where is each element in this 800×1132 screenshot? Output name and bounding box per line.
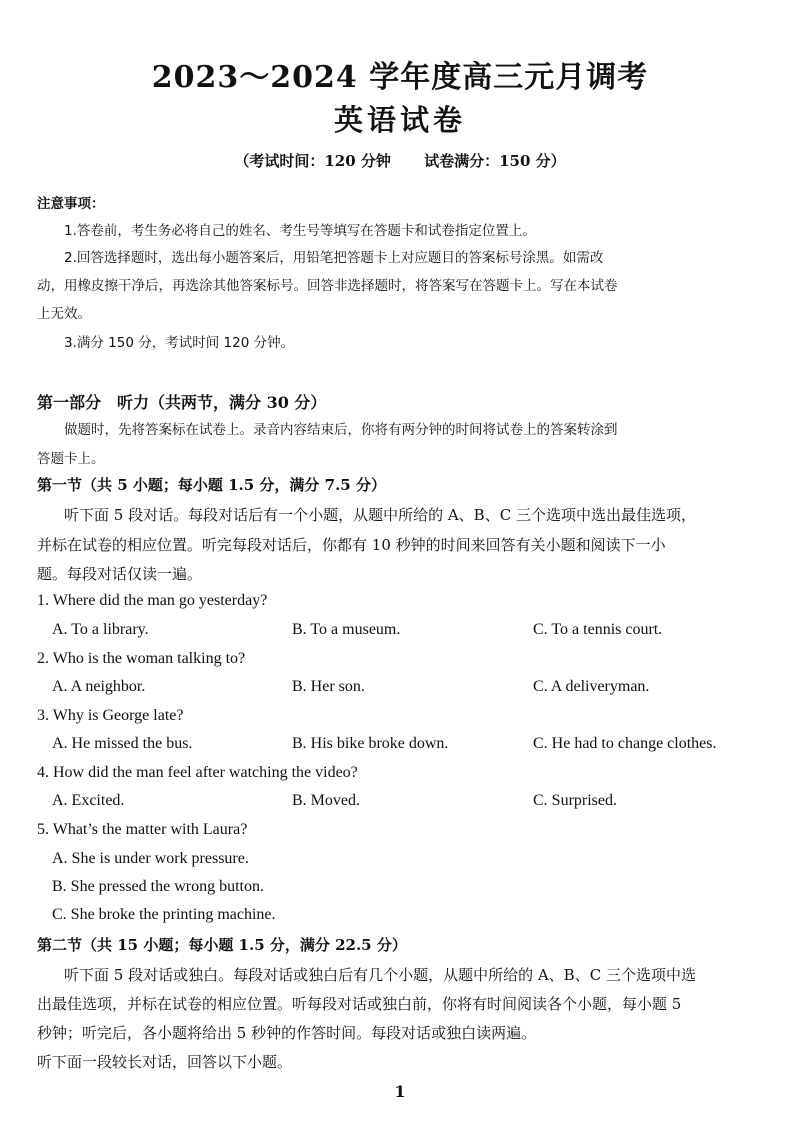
question-1-option-b: B. To a museum.: [292, 621, 401, 638]
question-4: 4. How did the man feel after watching the video?: [37, 764, 358, 781]
part1-intro-line-2: 答题卡上。: [37, 451, 105, 467]
exam-title: 2023～2024 学年度高三元月调考: [151, 60, 649, 95]
question-5-option-b: B. She pressed the wrong button.: [52, 878, 264, 895]
question-4-option-b: B. Moved.: [292, 792, 360, 809]
question-3-option-b: B. His bike broke down.: [292, 735, 449, 752]
section2-instr-line-2: 出最佳选项，并标在试卷的相应位置。听每段对话或独白前，你将有时间阅读各个小题，每小题 5: [37, 995, 682, 1013]
section2-instr-line-3: 秒钟；听完后，各小题将给出 5 秒钟的作答时间。每段对话或独白读两遍。: [37, 1024, 537, 1042]
section1-instr-line-1: 听下面 5 段对话。每段对话后有一个小题，从题中所给的 A、B、C 三个选项中选出最佳选项，: [64, 506, 696, 524]
exam-subtitle: 英语试卷: [333, 103, 466, 137]
section2-heading: 第二节（共 15 小题；每小题 1.5 分，满分 22.5 分）: [37, 936, 407, 954]
question-2-option-c: C. A deliveryman.: [533, 678, 650, 695]
notes-item-2-line-2: 动，用橡皮擦干净后，再选涂其他答案标号。回答非选择题时，将答案写在答题卡上。写在本试卷: [37, 278, 618, 294]
section1-instr-line-2: 并标在试卷的相应位置。听完每段对话后，你都有 10 秒钟的时间来回答有关小题和阅读下一小: [37, 536, 666, 554]
question-4-option-c: C. Surprised.: [533, 792, 617, 809]
part1-intro-line-1: 做题时，先将答案标在试卷上。录音内容结束后，你将有两分钟的时间将试卷上的答案转涂到: [64, 422, 618, 438]
notes-heading: 注意事项：: [37, 196, 105, 212]
section2-instr-line-4: 听下面一段较长对话，回答以下小题。: [37, 1053, 293, 1071]
question-5: 5. What’s the matter with Laura?: [37, 821, 248, 838]
notes-item-2-line-3: 上无效。: [37, 306, 91, 322]
exam-meta: [0, 150, 800, 171]
question-3: 3. Why is George late?: [37, 707, 184, 724]
question-2-option-b: B. Her son.: [292, 678, 365, 695]
question-1-option-c: C. To a tennis court.: [533, 621, 663, 638]
exam-time: （考试时间：120 分钟: [234, 152, 391, 170]
question-3-option-c: C. He had to change clothes.: [533, 735, 717, 752]
notes-item-3: 3.满分 150 分，考试时间 120 分钟。: [64, 335, 295, 351]
question-1: 1. Where did the man go yesterday?: [37, 592, 268, 609]
page-number: 1: [394, 1082, 406, 1101]
question-4-option-a: A. Excited.: [52, 792, 125, 809]
part1-heading: 第一部分 听力（共两节，满分 30 分）: [37, 393, 327, 412]
question-3-option-a: A. He missed the bus.: [52, 735, 193, 752]
question-2-option-a: A. A neighbor.: [52, 678, 146, 695]
notes-item-2-line-1: 2.回答选择题时，选出每小题答案后，用铅笔把答题卡上对应题目的答案标号涂黑。如需改: [64, 250, 604, 266]
notes-item-1: 1.答卷前，考生务必将自己的姓名、考生号等填写在答题卡和试卷指定位置上。: [64, 223, 536, 239]
full-score: 试卷满分：150 分）: [424, 152, 566, 170]
question-1-option-a: A. To a library.: [52, 621, 149, 638]
question-5-option-c: C. She broke the printing machine.: [52, 906, 276, 923]
question-2: 2. Who is the woman talking to?: [37, 650, 246, 667]
section1-heading: 第一节（共 5 小题；每小题 1.5 分，满分 7.5 分）: [37, 476, 386, 494]
section2-instr-line-1: 听下面 5 段对话或独白。每段对话或独白后有几个小题，从题中所给的 A、B、C 三个选项中选: [64, 966, 696, 984]
section1-instr-line-3: 题。每段对话仅读一遍。: [37, 565, 203, 583]
question-5-option-a: A. She is under work pressure.: [52, 850, 249, 867]
